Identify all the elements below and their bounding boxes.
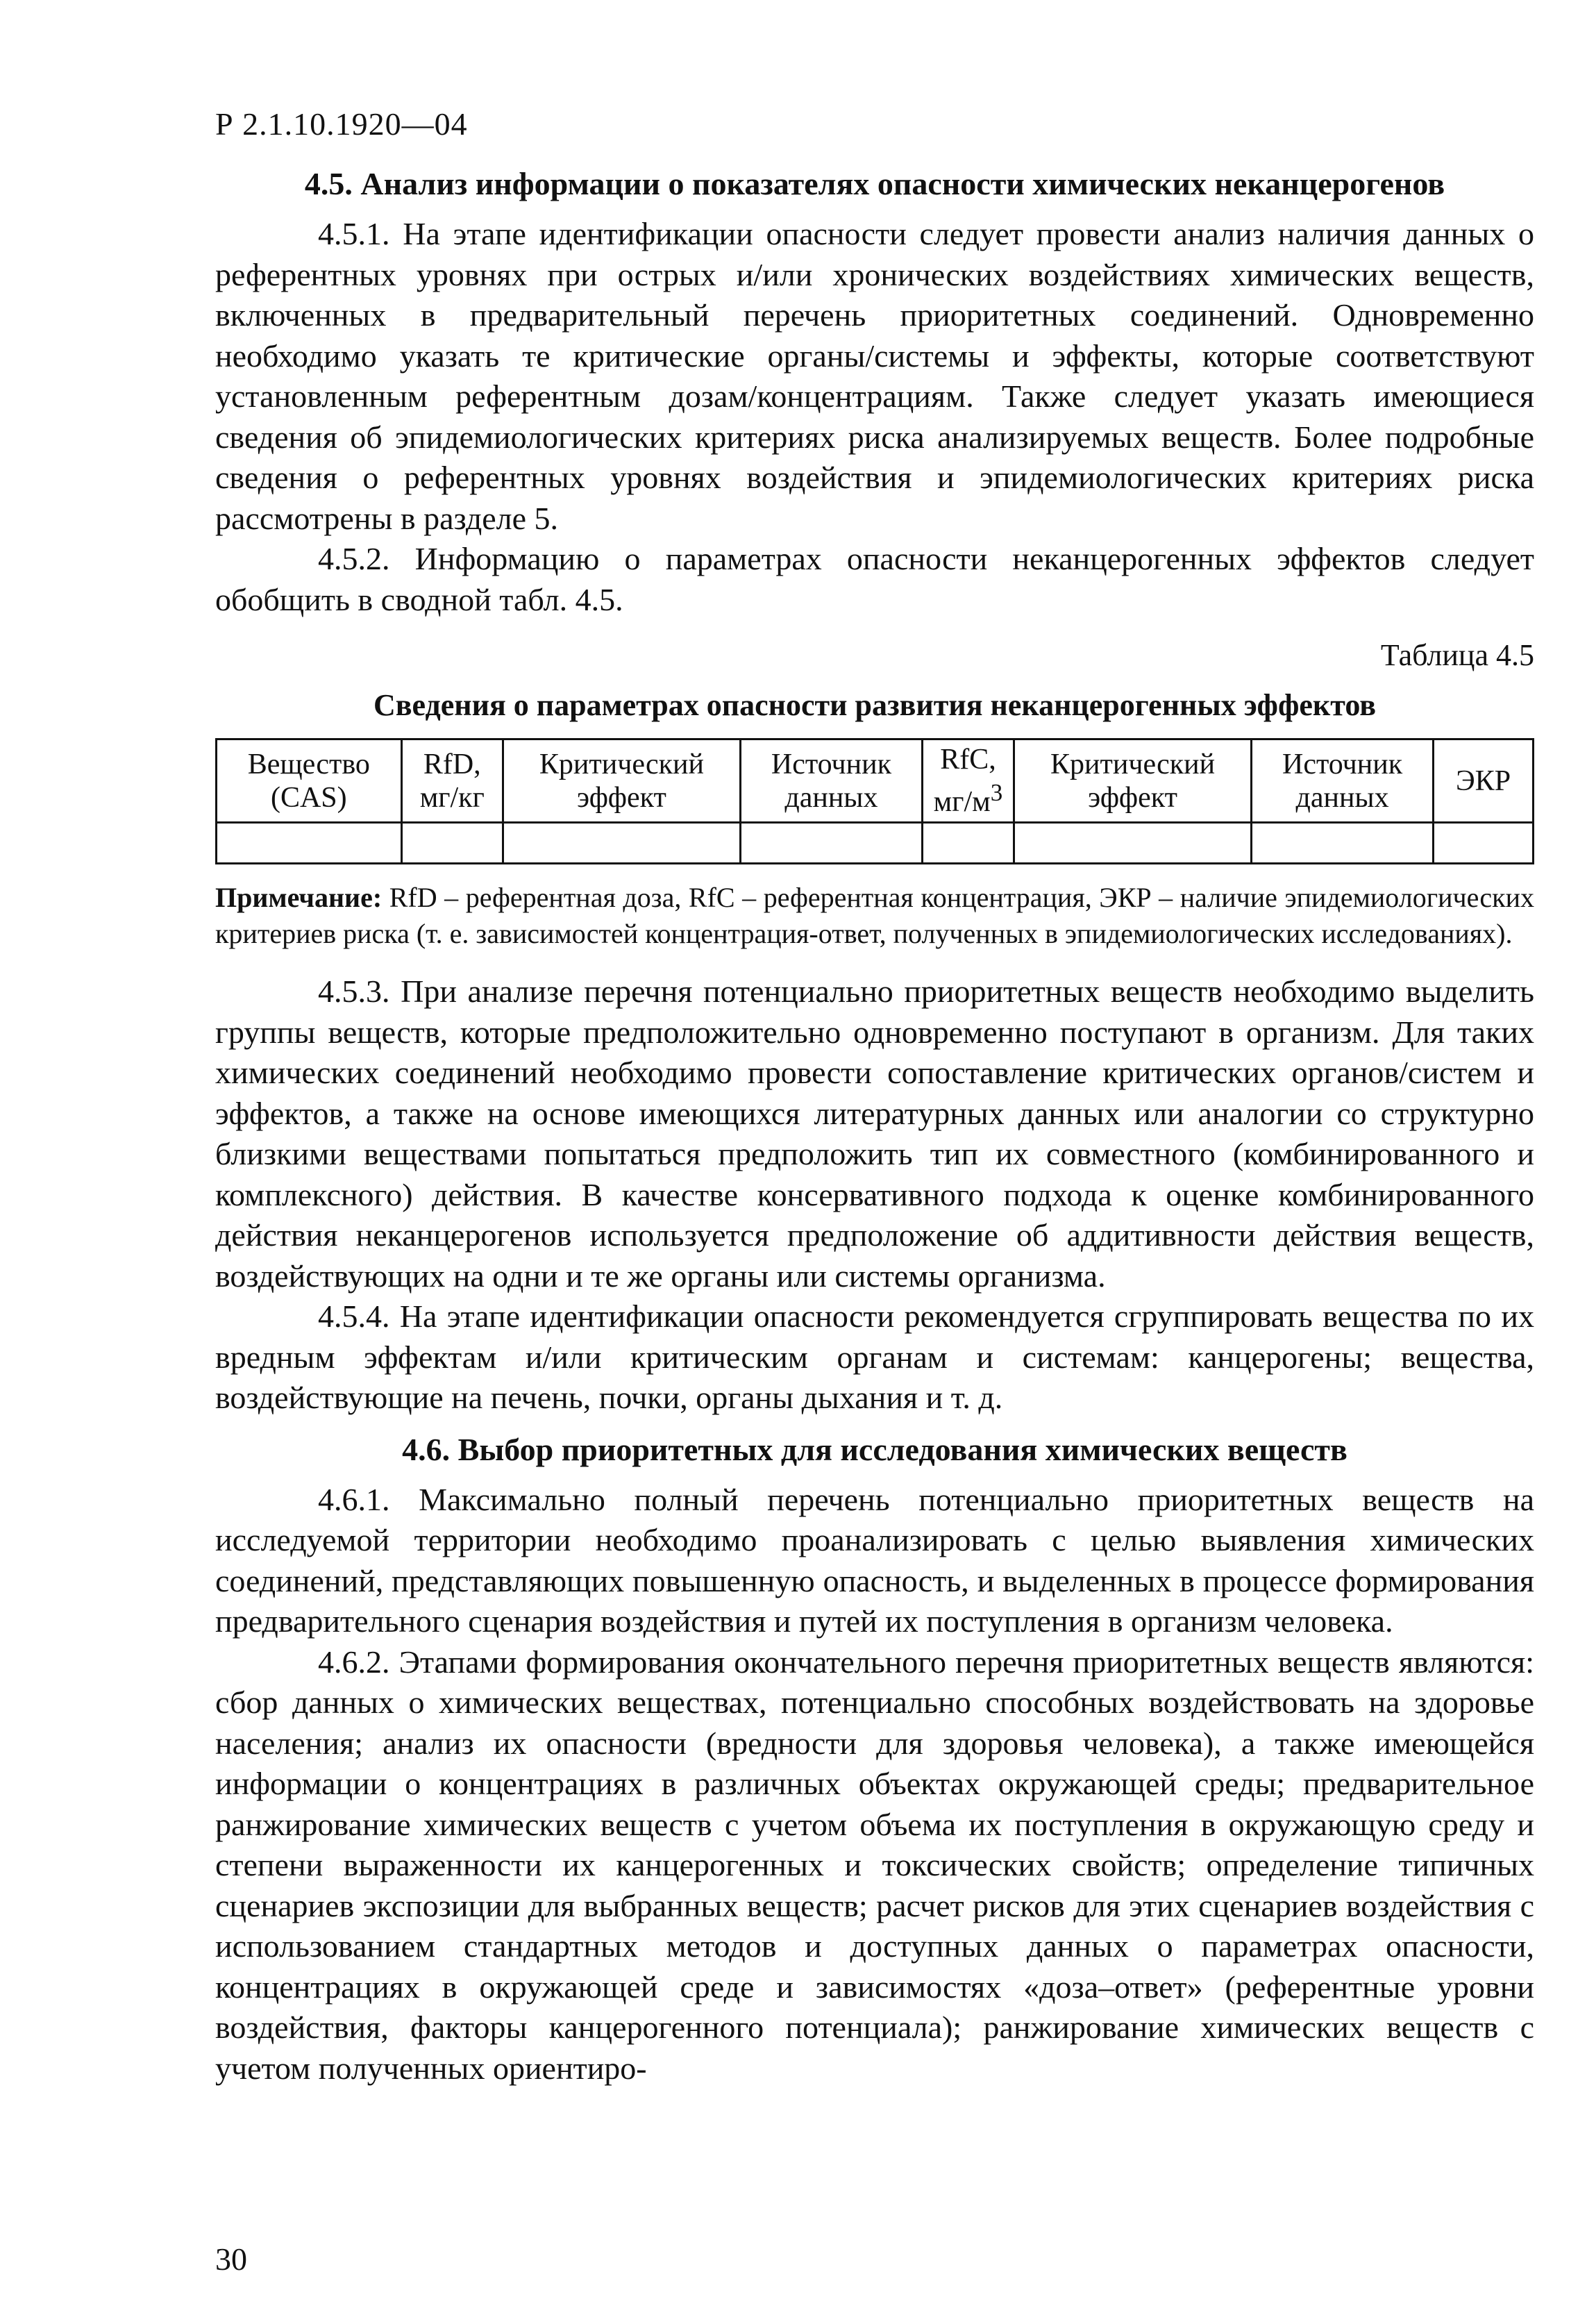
table-title: Сведения о параметрах опасности развития неканцерогенных эффектов bbox=[373, 688, 1376, 722]
paragraph-4-5-3: 4.5.3. При анализе перечня потенциально приоритетных веществ необходимо выделить группы веществ, которые предположительно одновременно поступают в организм. Для таких химических соединений необходимо провести сопоставление критических органов/систем и эффектов, а также на основе имеющихся литературных данных или аналогии со структурно близкими веществами попытаться предположить тип их совместного (комбинированного и комплексного) действия. В качестве консервативного подхода к оценке комбинированного действия неканцерогенов используется предположение об аддитивности действия веществ, воздействующих на одни и те же органы или системы организма. bbox=[215, 973, 1534, 1294]
header-substance-line2: (CAS) bbox=[270, 781, 347, 814]
table-note-label: Примечание: bbox=[215, 882, 383, 913]
page-number: 30 bbox=[215, 2241, 247, 2277]
header-substance-line1: Вещество bbox=[247, 748, 370, 780]
header-data-source-2 bbox=[1252, 739, 1434, 823]
paragraph-4-5-1: 4.5.1. На этапе идентификации опасности следует провести анализ наличия данных о референтных уровнях при острых и/или хронических воздействиях химических веществ, включенных в предварительный перечень приоритетных соединений. Одновременно необходимо указать те критические органы/системы и эффекты, которые соответствуют установленным референтным дозам/концентрациям. Также следует указать имеющиеся сведения об эпидемиологических критериях риска анализируемых веществ. Более подробные сведения о референтных уровнях воздействия и эпидемиологических критериях риска рассмотрены в разделе 5. bbox=[215, 216, 1534, 536]
header-rfd bbox=[401, 739, 503, 823]
header-critical-effect-2-line1: Критический bbox=[1050, 748, 1216, 780]
table-cell bbox=[922, 823, 1014, 864]
header-rfd-line2: мг/кг bbox=[419, 781, 485, 814]
header-critical-effect-1-line2: эффект bbox=[577, 781, 666, 814]
paragraph-4-5-4: 4.5.4. На этапе идентификации опасности рекомендуется сгруппировать вещества по их вредным эффектам и/или критическим органам и системам: канцерогены; вещества, воздействующие на печень, почки, органы дыхания и т. д. bbox=[215, 1298, 1534, 1415]
header-data-source-2-line2: данных bbox=[1295, 781, 1389, 814]
header-critical-effect-2-line2: эффект bbox=[1088, 781, 1177, 814]
header-substance bbox=[217, 739, 402, 823]
hazard-parameters-table bbox=[215, 738, 1534, 864]
header-rfd-line1: RfD, bbox=[423, 748, 481, 780]
table-cell bbox=[1434, 823, 1534, 864]
header-critical-effect-1-line1: Критический bbox=[539, 748, 705, 780]
section-4-6-title: 4.6. Выбор приоритетных для исследования химических веществ bbox=[402, 1431, 1347, 1467]
header-critical-effect-1 bbox=[503, 739, 740, 823]
table-row bbox=[217, 823, 1534, 864]
table-header-row bbox=[217, 739, 1534, 823]
header-rfc-line1: RfC, bbox=[940, 744, 996, 776]
header-rfc-line2: мг/м bbox=[933, 786, 991, 818]
paragraph-4-6-1: 4.6.1. Максимально полный перечень потенциально приоритетных веществ на исследуемой территории необходимо проанализировать с целью выявления химических соединений, представляющих повышенную опасность, и выделенных в процессе формирования предварительного сценария воздействия и путей их поступления в организм человека. bbox=[215, 1481, 1534, 1639]
header-data-source-1 bbox=[741, 739, 923, 823]
table-note-text: RfD – референтная доза, RfC – референтная концентрация, ЭКР – наличие эпидемиологических критериев риска (т. е. зависимостей концентрация-ответ, полученных в эпидемиологических исследованиях). bbox=[215, 882, 1534, 949]
table-cell bbox=[503, 823, 740, 864]
table-cell bbox=[217, 823, 402, 864]
section-4-5-title: 4.5. Анализ информации о показателях опасности химических неканцерогенов bbox=[304, 166, 1445, 201]
header-data-source-2-line1: Источник bbox=[1282, 748, 1403, 780]
table-cell bbox=[1014, 823, 1252, 864]
table-cell bbox=[1252, 823, 1434, 864]
header-rfc bbox=[922, 739, 1014, 823]
spacer bbox=[215, 1419, 1534, 1430]
header-ekr: ЭКР bbox=[1434, 739, 1534, 823]
header-rfc-superscript: 3 bbox=[990, 779, 1003, 806]
table-cell bbox=[401, 823, 503, 864]
document-page bbox=[215, 104, 1534, 2089]
header-critical-effect-2 bbox=[1014, 739, 1252, 823]
table-cell bbox=[741, 823, 923, 864]
paragraph-4-5-2: 4.5.2. Информацию о параметрах опасности неканцерогенных эффектов следует обобщить в сводной табл. 4.5. bbox=[215, 541, 1534, 617]
header-data-source-1-line1: Источник bbox=[771, 748, 892, 780]
paragraph-4-6-2: 4.6.2. Этапами формирования окончательного перечня приоритетных веществ являются: сбор данных о химических веществах, потенциально способных воздействовать на здоровье населения; анализ их опасности (вредности для здоровья человека), а также имеющейся информации о концентрациях в различных объектах окружающей среды; предварительное ранжирование химических веществ с учетом объема их поступления в окружающую среду и степени выраженности их канцерогенных и токсических свойств; определение типичных сценариев экспозиции для выбранных веществ; расчет рисков для этих сценариев воздействия с использованием стандартных методов и доступных данных о параметрах опасности, концентрациях в окружающей среде и зависимостях «доза–ответ» (референтные уровни воздействия, факторы канцерогенного потенциала); ранжирование химических веществ с учетом полученных ориентиро- bbox=[215, 1644, 1534, 2086]
header-data-source-1-line2: данных bbox=[784, 781, 878, 814]
table-label: Таблица 4.5 bbox=[1380, 638, 1534, 672]
table-note bbox=[215, 880, 1534, 952]
document-code: Р 2.1.10.1920—04 bbox=[215, 106, 468, 142]
